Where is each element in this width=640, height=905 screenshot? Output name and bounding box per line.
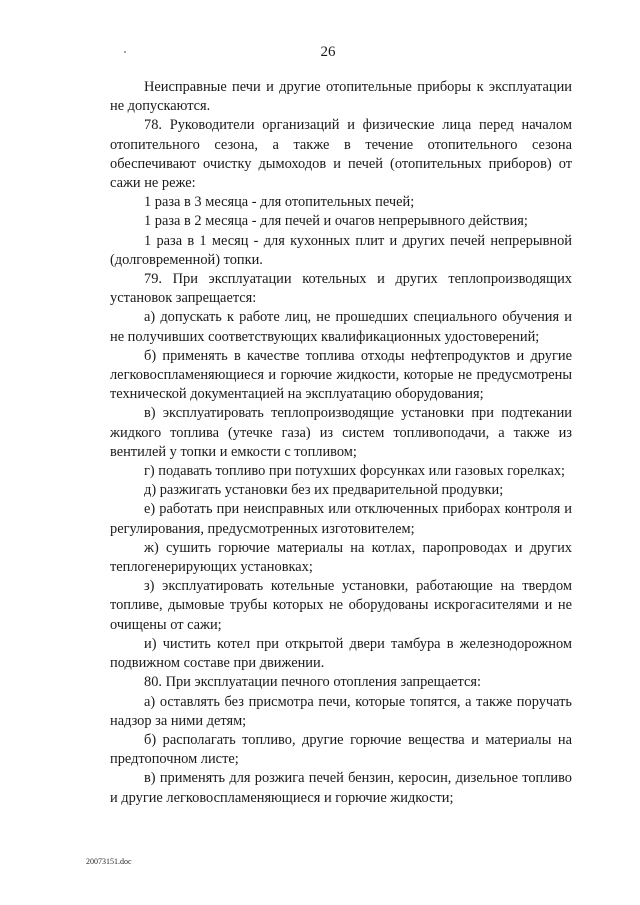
paragraph: ж) сушить горючие материалы на котлах, паропроводах и других теплогенерирующих установках;	[110, 539, 572, 576]
paragraph: 1 раза в 1 месяц - для кухонных плит и других печей непрерывной (долговременной) топки.	[110, 232, 572, 268]
paragraph: з) эксплуатировать котельные установки, работающие на твердом топливе, дымовые трубы которых не оборудованы искрогасителями и не очищены от сажи;	[110, 578, 572, 633]
footer-filename: 20073151.doc	[86, 857, 132, 866]
paragraph: а) оставлять без присмотра печи, которые топятся, а также поручать надзор за ними детям;	[110, 693, 572, 729]
paragraph: в) эксплуатировать теплопроизводящие установки при подтекании жидкого топлива (утечке газа) из систем топливоподачи, а также из вентилей у топки и емкости с топливом;	[110, 405, 572, 460]
paragraph: и) чистить котел при открытой двери тамбура в железнодорожном подвижном составе при движении.	[110, 635, 572, 672]
paragraph: б) располагать топливо, другие горючие вещества и материалы на предтопочном листе;	[110, 731, 572, 768]
paragraph: 80. При эксплуатации печного отопления запрещается:	[144, 674, 482, 691]
paragraph: г) подавать топливо при потухших форсунках или газовых горелках;	[144, 463, 566, 480]
paragraph: 1 раза в 2 месяца - для печей и очагов непрерывного действия;	[144, 213, 528, 230]
paragraph: а) допускать к работе лиц, не прошедших специального обучения и не получивших соответствующих квалификационных удостоверений;	[110, 309, 572, 345]
paragraph: 1 раза в 3 месяца - для отопительных печей;	[144, 194, 415, 211]
paragraph: в) применять для розжига печей бензин, керосин, дизельное топливо и другие легковоспламеняющиеся и горючие жидкости;	[110, 770, 572, 806]
paragraph: б) применять в качестве топлива отходы нефтепродуктов и другие легковоспламеняющиеся и горючие жидкости, которые не предусмотрены технической документацией на эксплуатацию оборудования;	[110, 347, 572, 403]
page-number: 26	[320, 44, 336, 60]
paragraph: 79. При эксплуатации котельных и других теплопроизводящих установок запрещается:	[110, 271, 572, 307]
document-body	[110, 78, 572, 808]
paragraph: д) разжигать установки без их предварительной продувки;	[144, 482, 504, 499]
paragraph: е) работать при неисправных или отключенных приборах контроля и регулирования, предусмотренных изготовителем;	[110, 501, 572, 537]
paragraph: 78. Руководители организаций и физические лица перед началом отопительного сезона, а также в течение отопительного сезона обеспечивают очистку дымоходов и печей (отопительных приборов) от сажи не реже:	[110, 117, 572, 192]
paragraph: Неисправные печи и другие отопительные приборы к эксплуатации не допускаются.	[110, 79, 572, 115]
